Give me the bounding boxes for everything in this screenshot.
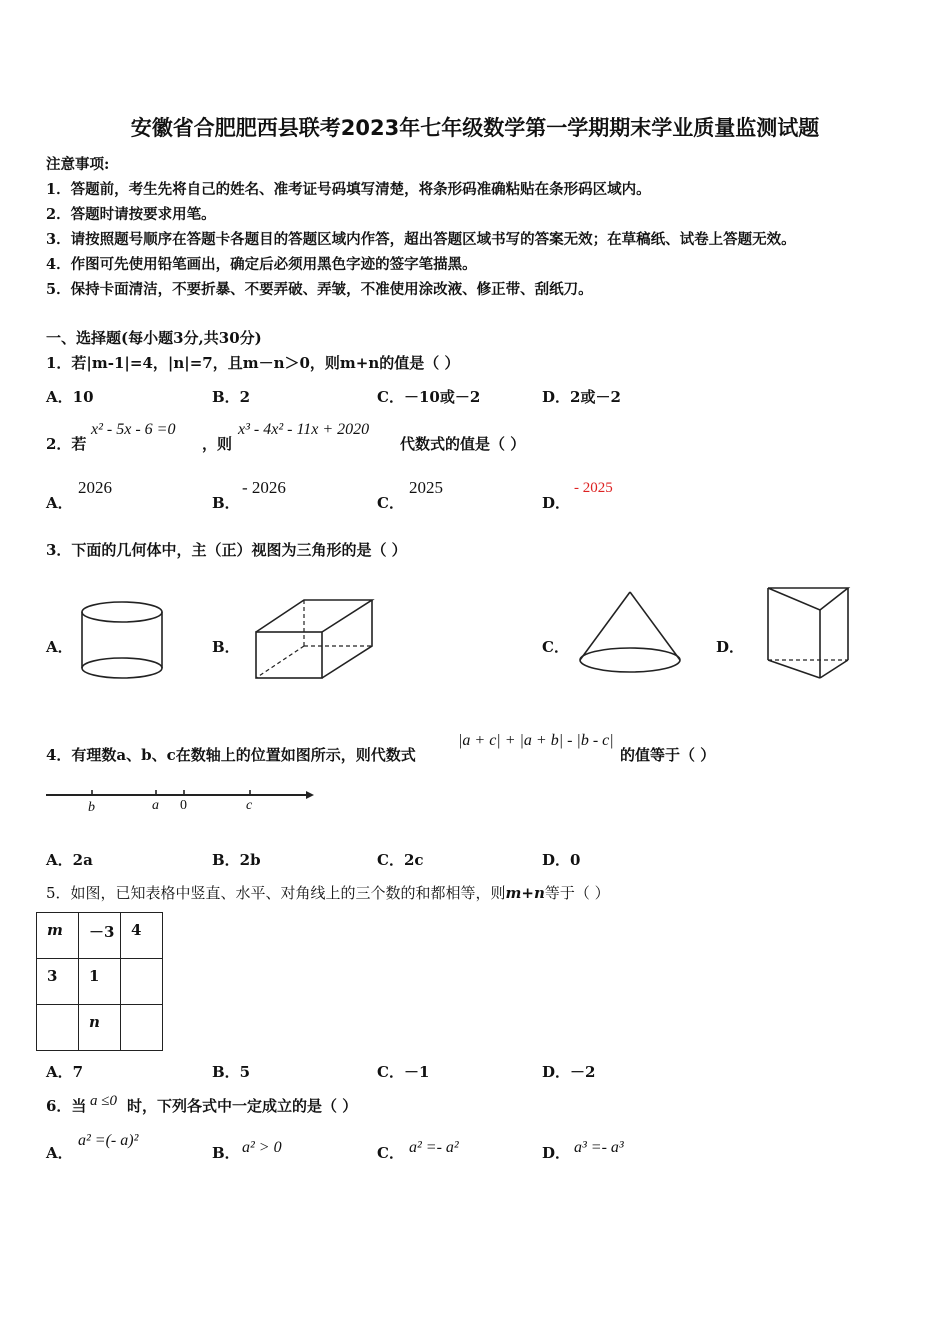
section-heading: 一、选择题(每小题3分,共30分) xyxy=(46,329,262,347)
note-item: 2．答题时请按要求用笔。 xyxy=(46,206,216,223)
q5-option-d[interactable]: D．－2 xyxy=(542,1063,596,1081)
note-item: 3．请按照题号顺序在答题卡各题目的答题区域内作答，超出答题区域书写的答案无效；在草稿纸、试卷上答题无效。 xyxy=(46,231,796,248)
q2-label-d[interactable]: D． xyxy=(542,494,571,512)
q4-option-a[interactable]: A．2a xyxy=(46,851,93,869)
cylinder-icon xyxy=(76,598,168,684)
question-5-stem xyxy=(46,882,610,903)
table-cell: 1 xyxy=(79,959,121,1005)
q3-label-c[interactable]: C． xyxy=(542,638,569,656)
note-item: 4．作图可先使用铅笔画出，确定后必须用黑色字迹的签字笔描黑。 xyxy=(46,256,477,273)
q3-label-b[interactable]: B． xyxy=(212,638,240,656)
triangular-prism-icon xyxy=(762,582,858,684)
notes-heading: 注意事项: xyxy=(46,156,110,173)
q2-value-b: - 2026 xyxy=(242,478,286,497)
table-cell xyxy=(121,959,163,1005)
q1-option-d[interactable]: D．2或－2 xyxy=(542,388,621,406)
q5-stem-pre: 5．如图，已知表格中竖直、水平、对角线上的三个数的和都相等，则 xyxy=(46,884,506,902)
q6-label-a[interactable]: A． xyxy=(46,1144,73,1162)
q6-expr-d: a³ =- a³ xyxy=(574,1139,624,1156)
cone-icon xyxy=(574,588,690,680)
q6-label-d[interactable]: D． xyxy=(542,1144,571,1162)
table-row xyxy=(37,1005,163,1051)
q6-expr-c: a² =- a² xyxy=(409,1139,459,1156)
q2-condition: x² - 5x - 6 =0 xyxy=(91,421,176,438)
q5-stem-post: 等于（ ） xyxy=(544,884,610,902)
q2-label-b[interactable]: B． xyxy=(212,494,240,512)
q1-option-b[interactable]: B．2 xyxy=(212,388,251,406)
q1-option-c[interactable]: C．－10或－2 xyxy=(377,388,481,406)
q2-value-a: 2026 xyxy=(78,478,112,497)
q2-value-c: 2025 xyxy=(409,478,443,497)
q2-label-c[interactable]: C． xyxy=(377,494,404,512)
q4-option-c[interactable]: C．2c xyxy=(377,851,424,869)
table-cell: －3 xyxy=(79,913,121,959)
axis-label-b: b xyxy=(88,800,95,815)
q6-label-b[interactable]: B． xyxy=(212,1144,240,1162)
q3-label-d[interactable]: D． xyxy=(716,638,745,656)
question-3-stem: 3．下面的几何体中，主（正）视图为三角形的是（ ） xyxy=(46,541,407,559)
q5-option-c[interactable]: C．－1 xyxy=(377,1063,430,1081)
q4-option-d[interactable]: D．0 xyxy=(542,851,581,869)
question-6-prefix: 6．当 xyxy=(46,1097,87,1115)
table-cell: n xyxy=(79,1005,121,1051)
q4-option-b[interactable]: B．2b xyxy=(212,851,261,869)
question-6-suffix: 时，下列各式中一定成立的是（ ） xyxy=(127,1097,358,1115)
question-2-mid: ，则 xyxy=(202,435,233,453)
question-2-prefix: 2．若 xyxy=(46,435,87,453)
q6-expr-b: a² > 0 xyxy=(242,1139,282,1156)
axis-label-c: c xyxy=(246,798,253,813)
cuboid-icon xyxy=(250,594,380,684)
q6-expr-a: a² =(- a)² xyxy=(78,1132,139,1149)
q5-option-b[interactable]: B．5 xyxy=(212,1063,251,1081)
q2-label-a[interactable]: A． xyxy=(46,494,73,512)
axis-label-zero: 0 xyxy=(180,798,187,813)
table-row xyxy=(37,913,163,959)
magic-square-table xyxy=(36,912,163,1051)
table-cell xyxy=(37,1005,79,1051)
table-cell: 3 xyxy=(37,959,79,1005)
question-4-stem: 4．有理数a、b、c在数轴上的位置如图所示，则代数式 xyxy=(46,746,416,764)
table-row xyxy=(37,959,163,1005)
q4-expression: |a + c| + |a + b| - |b - c| xyxy=(458,732,614,749)
question-2-suffix: 代数式的值是（ ） xyxy=(400,435,526,453)
q1-option-a[interactable]: A．10 xyxy=(46,388,94,406)
question-4-suffix: 的值等于（ ） xyxy=(620,746,716,764)
question-1-stem: 1．若|m-1|=4，|n|=7，且m－n＞0，则m+n的值是（ ） xyxy=(46,354,460,372)
page-title: 安徽省合肥肥西县联考2023年七年级数学第一学期期末学业质量监测试题 xyxy=(130,116,820,140)
table-cell xyxy=(121,1005,163,1051)
q6-label-c[interactable]: C． xyxy=(377,1144,404,1162)
q3-label-a[interactable]: A． xyxy=(46,638,73,656)
q6-condition: a ≤0 xyxy=(90,1093,117,1109)
q5-option-a[interactable]: A．7 xyxy=(46,1063,84,1081)
q5-stem-var: m+n xyxy=(505,884,545,902)
q2-expression: x³ - 4x² - 11x + 2020 xyxy=(238,421,370,438)
note-item: 1．答题前，考生先将自己的姓名、准考证号码填写清楚，将条形码准确粘贴在条形码区域内。 xyxy=(46,181,651,198)
axis-label-a: a xyxy=(152,798,159,813)
q2-value-d: - 2025 xyxy=(574,480,613,496)
table-cell: m xyxy=(37,913,79,959)
note-item: 5．保持卡面清洁，不要折暴、不要弄破、弄皱，不准使用涂改液、修正带、刮纸刀。 xyxy=(46,281,593,298)
table-cell: 4 xyxy=(121,913,163,959)
